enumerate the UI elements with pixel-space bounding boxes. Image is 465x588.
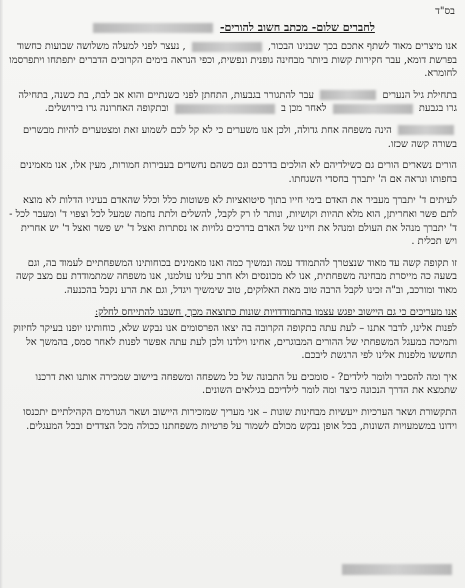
p2-text-e: ובתקופה האחרונה גרו בירושלים. xyxy=(44,103,169,115)
paragraph-10 xyxy=(8,406,457,433)
paragraph-6 xyxy=(8,257,457,298)
p2-text-d: לאחר מכן ב xyxy=(281,103,327,115)
p9-text-b: אותנו ואת דרכנו שתמצא את הדרך הנכונה כיצד ומה לומר לילדיכם בגילאים השונים. xyxy=(35,371,457,397)
p2-text-a: בתחילת גיל הנערים xyxy=(382,89,457,101)
p5-text-a: לעיתים ד' יתברך מעביר את האדם בימי חייו בתוך סיטואציות לא פשוטות כלל וכלל שהאדם בעיניו xyxy=(86,195,457,207)
scan-edge xyxy=(0,0,3,588)
p8-text-b: כוחותינו יופנו בעיקר לחיזוק ותמיכה במעגל המשפחתי של ההורים המבוגרים, אחינו וילדנו ולכן לעת xyxy=(13,323,457,348)
paragraph-7 xyxy=(8,306,457,320)
p5-text-d: או נסתרות ואצל ד' יש פשר ואצל ד' יש אחרית ויש תכלית . xyxy=(20,222,457,248)
letter-title: לחברים שלום- מכתב חשוב להורים- xyxy=(219,21,375,34)
redacted-name-2 xyxy=(320,90,376,100)
paragraph-1 xyxy=(8,40,457,81)
redacted-name-3 xyxy=(398,125,454,135)
redacted-signature xyxy=(342,564,452,575)
p6-text-d: שימשיך ויגדל, וגם את הרע נקבל בהכנעה. xyxy=(63,284,225,296)
letter-body xyxy=(8,40,457,441)
p4-text-b: אלו, אנו מאמינים בחפותו ונראה אם ה' יתברך בחסדי השגחתו. xyxy=(19,160,457,185)
p4-text-a: הורים נשארים הורים גם כשילדיהם לא הולכים בדרכם וגם כשהם נחשדים בעבירות חמורות, מעין xyxy=(89,160,457,172)
p6-text-c: משפחה שמתמודדת עם מצב קשה מאוד ומורכב, וב"ה זכינו לקבל הרבה טוב מאת האלוקים, טוב xyxy=(16,271,457,296)
p8-text-a: לפנות אלינו, לדבר אתנו – לעת עתה בתקופה הקרובה בה יצאו הפרסומים אנו נבקש שלא, xyxy=(118,323,457,335)
p1-text-c: כחשוד בפרשת דומא, עבר חקירות קשות ביותר מבחינה גופנית ונפשית, וכפי הנראה בימים xyxy=(16,41,457,66)
redacted-name-title xyxy=(93,23,213,33)
paragraph-9 xyxy=(8,371,457,398)
p10-text-c: ככולה מכל הצדדים ובכל המעגלים. xyxy=(26,420,160,432)
p7-text-a: אנו מעריכים כי גם היישוב יפגש עצמו בהתמודדויות שונות כתוצאה מכך, חשבנו להתייחס לחלק: xyxy=(94,306,457,318)
p6-text-a: זו תקופה קשה עד מאוד שנצטרך להתמודד עמה ונמשיך כמה ואנו מאמינים בכוחותינו המשפחתיים xyxy=(86,257,457,269)
paragraph-8 xyxy=(8,322,457,363)
p3-text-a: הינה משפחה אחת גדולה, ולכן אנו משערים כי לא קל לכם לשמוע זאת ומצטערים להיות xyxy=(57,124,392,136)
p6-text-b: לעמוד בה, וגם בשעה כה מייסרת מבחינה משפחתית, אנו לא מכונסים ולא חרב עלינו עולמנו, אנו xyxy=(27,257,457,283)
p5-text-c: נחמה שמעל לכל וצפוי ד' ומעבר לכל - ד' יתברך מנהל את העולם ומנהל את חיינו של האדם בדרכים גלויות xyxy=(9,208,457,234)
redacted-son-name xyxy=(192,42,262,52)
redacted-place-1 xyxy=(333,104,413,114)
redacted-place-2 xyxy=(175,104,275,114)
paragraph-4 xyxy=(8,159,457,186)
p8-text-c: עתה אפשר לפנות לאחר סמס, בהמשך אל תחששו מלפנות אלינו לפי הרגשת ליבכם. xyxy=(26,336,457,362)
p5-text-b: הדלות לא מוצא לתם פשר ואחריתן, הוא מלא תהיות וקושיות, ונותר לו רק לקבל, להשלים ולתת xyxy=(23,195,457,220)
p1-text-a: אנו מיצרים מאוד לשתף אתכם בכך שבנינו הבכור, xyxy=(267,41,457,52)
signature-redacted xyxy=(339,559,455,578)
paragraph-3 xyxy=(8,124,457,151)
letter-title-row xyxy=(8,21,457,34)
paragraph-2 xyxy=(8,89,457,116)
p2-text-c: כשנה, בתחילה גרו בגבעת xyxy=(18,89,457,115)
p1-text-d: הקרובים הדברים יתפתחו ויתפרסמו לחומרא. xyxy=(9,54,457,80)
header-tag: בס"ד xyxy=(435,6,455,17)
p3-text-b: מבשרים בשורה קשה שכזו. xyxy=(22,124,457,150)
p2-text-b: עבר להתגורר בגבעות, התחתן לפני כשנתיים והוא אב לבת, בת xyxy=(77,89,315,101)
p10-text-a: התקשורת ושאר הערכיות ייעשיות מבחינות שונות – אני מעריך שמזכירות היישוב ושאר הגורמים xyxy=(95,407,457,419)
p1-text-b: , נעצר לפני למעלה משלושה שבועות xyxy=(44,41,186,52)
paragraph-5 xyxy=(8,194,457,248)
p10-text-b: הקהילתיים יתכנסו וידונו במשמעויות השונות, בכל אופן נבקש מכולם לשמור על פרטיות משפחתנו xyxy=(23,407,457,432)
p9-text-a: איך ומה להסביר ולומר לילדים? - סומכים על התבונה של כל משפחה ומשפחה ביישוב שמכירה xyxy=(99,371,457,383)
